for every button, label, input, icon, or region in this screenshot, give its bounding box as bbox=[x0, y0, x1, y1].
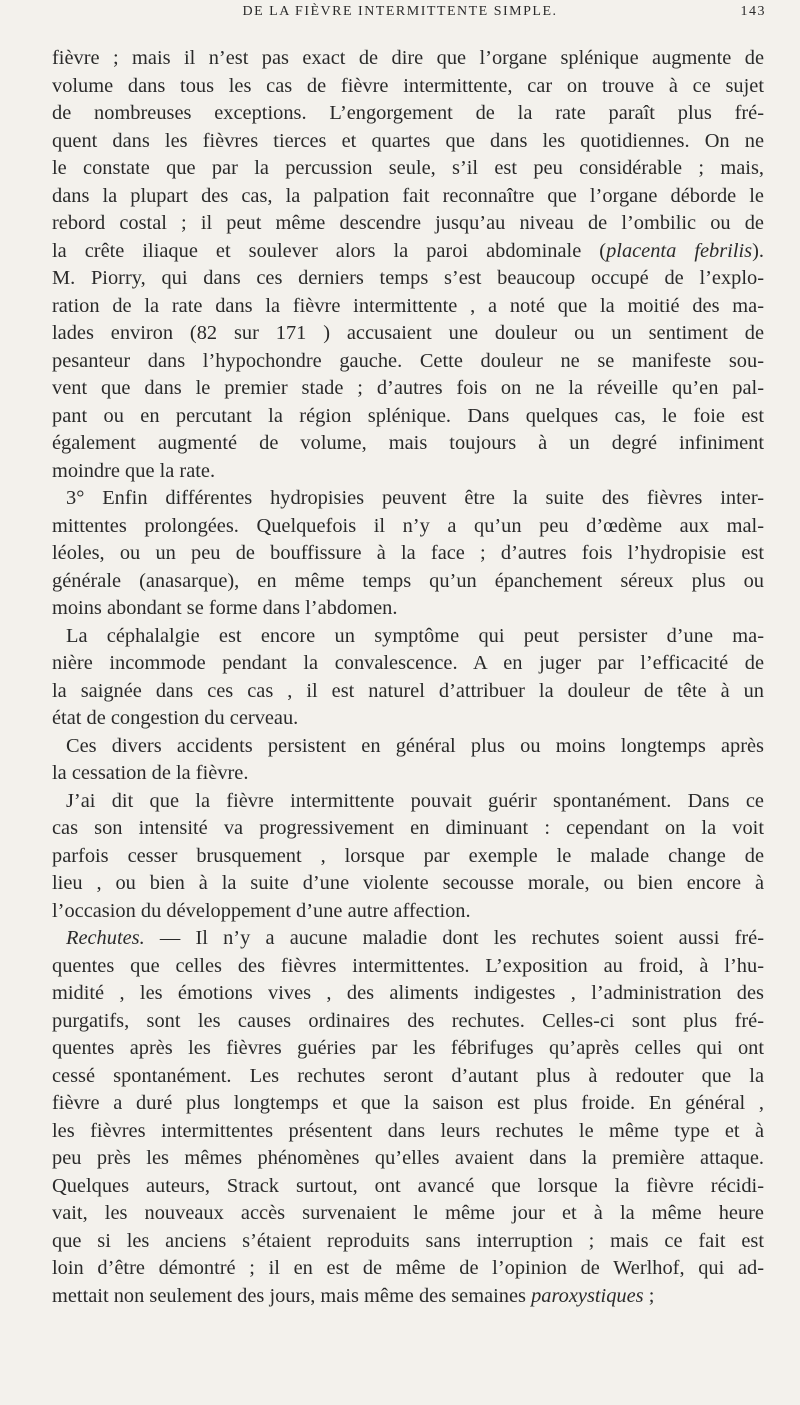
line-text: l’occasion du développement d’une autre affection. bbox=[52, 899, 471, 922]
text-line bbox=[52, 1228, 764, 1256]
line-text: J’ai dit que la fièvre intermittente pouvait guérir spontanément. Dans ce bbox=[66, 789, 764, 812]
line-text: ration de la rate dans la fièvre intermittente , a noté que la moitié des ma- bbox=[52, 294, 764, 317]
line-text: midité , les émotions vives , des aliments indigestes , l’administration des bbox=[52, 982, 764, 1004]
line-text: moins abondant se forme dans l’abdomen. bbox=[52, 597, 398, 619]
line-text: Quelques auteurs, Strack surtout, ont avancé que lorsque la fièvre récidi- bbox=[52, 1174, 764, 1197]
line-text: mittentes prolongées. Quelquefois il n’y a qu’un peu d’œdème aux mal- bbox=[52, 514, 764, 537]
text-line bbox=[52, 595, 764, 623]
text-line bbox=[52, 788, 764, 816]
text-line bbox=[52, 980, 764, 1008]
italic-text: paroxystiques bbox=[531, 1284, 644, 1307]
line-text: cessé spontanément. Les rechutes seront d’autant plus à redouter que la bbox=[52, 1064, 764, 1087]
text-line bbox=[52, 1145, 764, 1173]
text-line bbox=[52, 513, 764, 541]
text-line bbox=[52, 73, 764, 101]
text-line bbox=[52, 678, 764, 706]
line-text: parfois cesser brusquement , lorsque par exemple le malade change de bbox=[52, 844, 764, 867]
text-line bbox=[52, 238, 764, 266]
text-line bbox=[52, 870, 764, 898]
line-text: la cessation de la fièvre. bbox=[52, 762, 249, 784]
line-text: état de congestion du cerveau. bbox=[52, 707, 299, 729]
body-text bbox=[52, 45, 764, 1310]
text-line bbox=[52, 210, 764, 238]
text-line bbox=[52, 183, 764, 211]
line-text: lieu , ou bien à la suite d’une violente secousse morale, ou bien encore à bbox=[52, 872, 764, 894]
text-line bbox=[52, 458, 764, 486]
line-text: purgatifs, sont les causes ordinaires des rechutes. Celles-ci sont plus fré- bbox=[52, 1009, 764, 1032]
line-text: pant ou en percutant la région splénique. Dans quelques cas, le foie est bbox=[52, 404, 764, 427]
text-line bbox=[52, 843, 764, 871]
line-text: quent dans les fièvres tierces et quartes que dans les quotidiennes. On ne bbox=[52, 129, 764, 152]
line-text: ). bbox=[752, 239, 764, 262]
text-line bbox=[52, 733, 764, 761]
text-line bbox=[52, 1090, 764, 1118]
line-text: léoles, ou un peu de bouffissure à la face ; d’autres fois l’hydropisie est bbox=[52, 542, 764, 564]
line-text: également augmenté de volume, mais toujours à un degré infiniment bbox=[52, 432, 764, 454]
line-text: volume dans tous les cas de fièvre intermittente, car on trouve à ce sujet bbox=[52, 74, 764, 97]
line-text: rebord costal ; il peut même descendre jusqu’au niveau de l’ombilic ou de bbox=[52, 212, 764, 234]
line-text: lades environ (82 sur 171 ) accusaient une douleur ou un sentiment de bbox=[52, 322, 764, 344]
line-text: Ces divers accidents persistent en général plus ou moins longtemps après bbox=[66, 734, 764, 757]
text-line bbox=[52, 1173, 764, 1201]
line-text: mettait non seulement des jours, mais même des semaines bbox=[52, 1284, 532, 1307]
text-line bbox=[52, 430, 764, 458]
line-text: fièvre ; mais il n’est pas exact de dire que l’organe splénique augmente de bbox=[52, 47, 764, 69]
text-line bbox=[52, 403, 764, 431]
text-line bbox=[52, 485, 764, 513]
italic-text: placenta febrilis bbox=[606, 239, 753, 262]
text-line bbox=[52, 375, 764, 403]
text-line bbox=[52, 925, 764, 953]
line-text: vait, les nouveaux accès survenaient le même jour et à la même heure bbox=[52, 1202, 764, 1224]
line-text: que si les anciens s’étaient reproduits sans interruption ; mais ce fait est bbox=[52, 1229, 764, 1252]
running-title: DE LA FIÈVRE INTERMITTENTE SIMPLE. bbox=[242, 4, 558, 19]
text-line bbox=[52, 293, 764, 321]
line-text: la crête iliaque et soulever alors la paroi abdominale ( bbox=[52, 239, 607, 262]
line-text: loin d’être démontré ; il en est de même de l’opinion de Werlhof, qui ad- bbox=[52, 1257, 764, 1279]
text-line bbox=[52, 760, 764, 788]
text-line bbox=[52, 1118, 764, 1146]
line-text: peu près les mêmes phénomènes qu’elles avaient dans la première attaque. bbox=[52, 1147, 764, 1169]
text-line bbox=[52, 705, 764, 733]
line-text: M. Piorry, qui dans ces derniers temps s’est beaucoup occupé de l’explo- bbox=[52, 267, 764, 289]
line-text: nière incommode pendant la convalescence. A en juger par l’efficacité de bbox=[52, 652, 764, 674]
text-line bbox=[52, 815, 764, 843]
text-line bbox=[52, 1035, 764, 1063]
text-line bbox=[52, 100, 764, 128]
line-text: les fièvres intermittentes présentent dans leurs rechutes le même type et à bbox=[52, 1119, 764, 1142]
text-line bbox=[52, 1008, 764, 1036]
line-text: générale (anasarque), en même temps qu’un épanchement séreux plus ou bbox=[52, 569, 764, 592]
text-line bbox=[52, 953, 764, 981]
text-line bbox=[52, 155, 764, 183]
line-text: ; bbox=[643, 1284, 655, 1307]
line-text: cas son intensité va progressivement en diminuant : cependant on la voit bbox=[52, 817, 764, 839]
line-text: dans la plupart des cas, la palpation fait reconnaître que l’organe déborde le bbox=[52, 184, 764, 207]
line-text: 3° Enfin différentes hydropisies peuvent être la suite des fièvres inter- bbox=[66, 487, 764, 509]
line-text: fièvre a duré plus longtemps et que la saison est plus froide. En général , bbox=[52, 1092, 764, 1114]
line-text: quentes après les fièvres guéries par les fébrifuges qu’après celles qui ont bbox=[52, 1037, 764, 1059]
text-line bbox=[52, 1063, 764, 1091]
line-text: La céphalalgie est encore un symptôme qui peut persister d’une ma- bbox=[66, 624, 764, 647]
line-text: de nombreuses exceptions. L’engorgement de la rate paraît plus fré- bbox=[52, 102, 764, 124]
text-line bbox=[52, 320, 764, 348]
text-line bbox=[52, 348, 764, 376]
text-line bbox=[52, 568, 764, 596]
text-line bbox=[52, 128, 764, 156]
line-text: la saignée dans ces cas , il est naturel d’attribuer la douleur de tête à un bbox=[52, 679, 764, 702]
italic-text: Rechutes. bbox=[66, 927, 145, 949]
line-text: pesanteur dans l’hypochondre gauche. Cette douleur ne se manifeste sou- bbox=[52, 349, 764, 372]
text-line bbox=[52, 623, 764, 651]
page-number: 143 bbox=[740, 4, 766, 19]
text-line bbox=[52, 650, 764, 678]
line-text: le constate que par la percussion seule, s’il est peu considérable ; mais, bbox=[52, 157, 764, 179]
page-header bbox=[0, 4, 800, 44]
line-text: vent que dans le premier stade ; d’autres fois on ne la réveille qu’en pal- bbox=[52, 377, 764, 399]
text-line bbox=[52, 1283, 764, 1311]
text-line bbox=[52, 265, 764, 293]
text-line bbox=[52, 540, 764, 568]
text-line bbox=[52, 898, 764, 926]
text-line bbox=[52, 45, 764, 73]
line-text: — Il n’y a aucune maladie dont les rechutes soient aussi fré- bbox=[144, 927, 764, 949]
text-line bbox=[52, 1255, 764, 1283]
line-text: quentes que celles des fièvres intermittentes. L’exposition au froid, à l’hu- bbox=[52, 954, 764, 977]
text-line bbox=[52, 1200, 764, 1228]
line-text: moindre que la rate. bbox=[52, 459, 216, 482]
